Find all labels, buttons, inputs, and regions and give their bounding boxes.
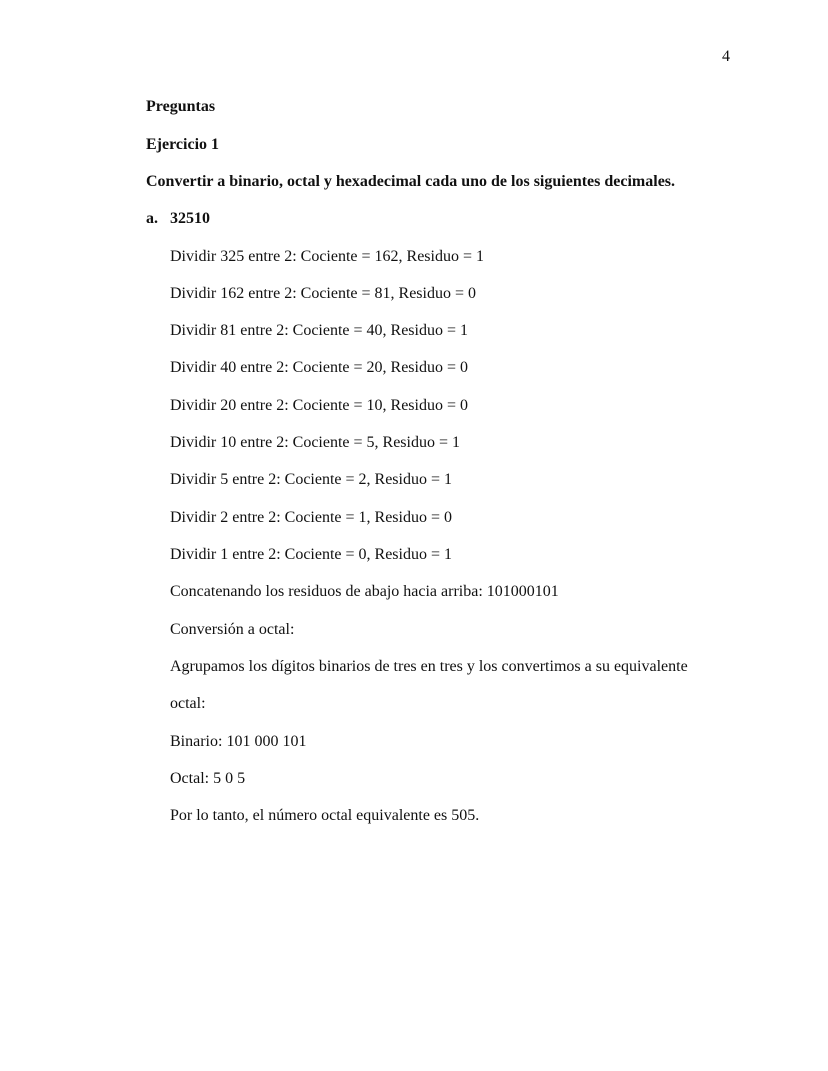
step-4: Dividir 40 entre 2: Cociente = 20, Residuo = 0: [170, 359, 468, 376]
binary-result: Concatenando los residuos de abajo hacia arriba: 101000101: [170, 583, 559, 600]
step-5: Dividir 20 entre 2: Cociente = 10, Residuo = 0: [170, 397, 468, 414]
item-a: [0, 209, 828, 229]
octal-conclusion: Por lo tanto, el número octal equivalente es 505.: [170, 807, 480, 824]
page-number: 4: [722, 48, 730, 65]
binary-grouped: Binario: 101 000 101: [170, 733, 307, 750]
step-7: Dividir 5 entre 2: Cociente = 2, Residuo = 1: [170, 471, 452, 488]
section-heading: Preguntas: [146, 98, 216, 115]
octal-explanation-line-1: Agrupamos los dígitos binarios de tres en tres y los convertimos a su equivalente: [170, 658, 688, 675]
step-2: Dividir 162 entre 2: Cociente = 81, Residuo = 0: [170, 285, 476, 302]
step-3: Dividir 81 entre 2: Cociente = 40, Residuo = 1: [170, 322, 468, 339]
exercise-instruction: Convertir a binario, octal y hexadecimal cada uno de los siguientes decimales.: [146, 173, 676, 190]
step-1: Dividir 325 entre 2: Cociente = 162, Residuo = 1: [170, 248, 484, 265]
exercise-heading: Ejercicio 1: [146, 136, 220, 153]
item-a-label: a.: [146, 210, 158, 227]
step-6: Dividir 10 entre 2: Cociente = 5, Residuo = 1: [170, 434, 460, 451]
step-8: Dividir 2 entre 2: Cociente = 1, Residuo = 0: [170, 509, 452, 526]
octal-digits: Octal: 5 0 5: [170, 770, 246, 787]
octal-title: Conversión a octal:: [170, 621, 295, 638]
item-a-value: 32510: [170, 210, 210, 227]
step-9: Dividir 1 entre 2: Cociente = 0, Residuo = 1: [170, 546, 452, 563]
octal-explanation-line-2: octal:: [170, 695, 206, 712]
